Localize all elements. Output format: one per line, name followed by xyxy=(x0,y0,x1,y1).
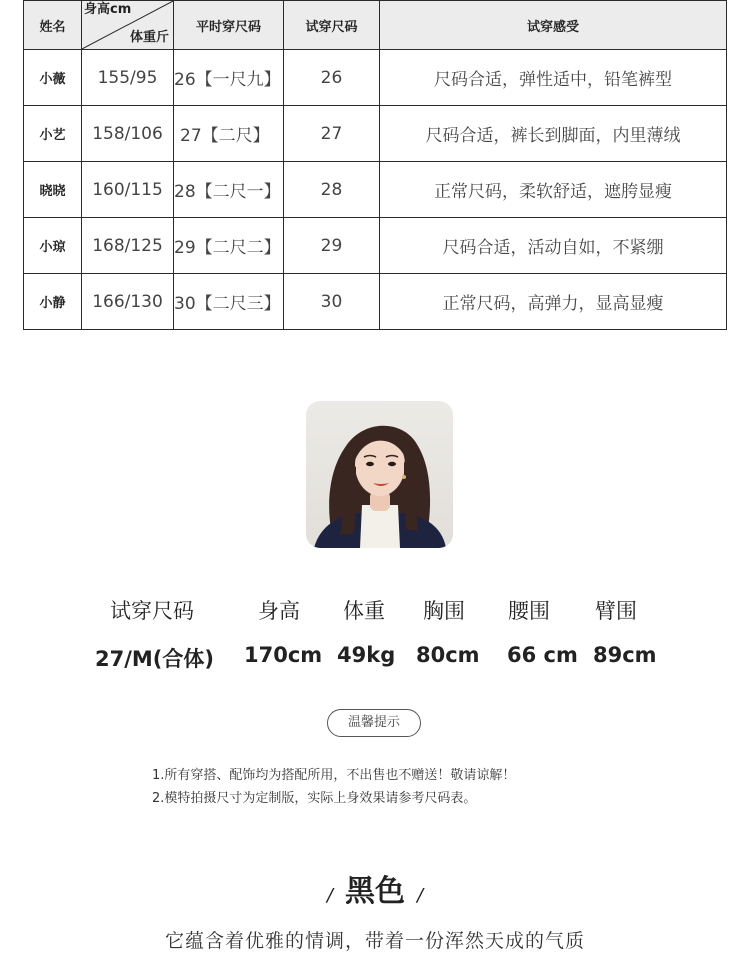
row-try-size: 26 xyxy=(284,50,380,106)
row-usual-size: 28【二尺一】 xyxy=(174,162,284,218)
label-arm: 臂围 xyxy=(595,599,637,623)
color-description: 它蕴含着优雅的情调，带着一份浑然天成的气质 xyxy=(164,930,585,952)
table-row xyxy=(24,50,727,106)
row-try-size: 29 xyxy=(284,218,380,274)
header-try-size: 试穿尺码 xyxy=(284,1,380,50)
header-height-weight xyxy=(82,1,174,50)
header-feeling: 试穿感受 xyxy=(380,1,727,50)
row-feeling: 正常尺码，高弹力，显高显瘦 xyxy=(380,274,727,330)
size-table xyxy=(23,0,727,330)
value-waist: 66 cm xyxy=(507,643,578,667)
row-feeling: 尺码合适，弹性适中，铅笔裤型 xyxy=(380,50,727,106)
tip-note: 2.模特拍摄尺寸为定制版，实际上身效果请参考尺码表。 xyxy=(152,791,477,806)
table-row xyxy=(24,218,727,274)
tip-badge: 温馨提示 xyxy=(327,709,421,737)
header-weight: 体重斤 xyxy=(129,30,169,45)
label-chest: 胸围 xyxy=(423,599,465,623)
table-row xyxy=(24,162,727,218)
row-height-weight: 168/125 xyxy=(82,218,174,274)
row-name: 小艺 xyxy=(24,106,82,162)
table-row xyxy=(24,274,727,330)
title-slash-left: / xyxy=(326,885,333,906)
value-weight: 49kg xyxy=(337,643,396,667)
row-usual-size: 27【二尺】 xyxy=(174,106,284,162)
value-height: 170cm xyxy=(244,643,323,667)
color-section-title xyxy=(0,866,750,910)
row-usual-size: 29【二尺二】 xyxy=(174,218,284,274)
label-waist: 腰围 xyxy=(508,599,550,623)
model-avatar xyxy=(306,401,453,548)
color-name: 黑色 xyxy=(345,874,405,909)
row-try-size: 30 xyxy=(284,274,380,330)
header-name: 姓名 xyxy=(24,1,82,50)
row-try-size: 28 xyxy=(284,162,380,218)
header-height: 身高cm xyxy=(84,2,132,17)
row-feeling: 尺码合适，裤长到脚面，内里薄绒 xyxy=(380,106,727,162)
row-name: 小琼 xyxy=(24,218,82,274)
model-portrait-image xyxy=(306,401,453,548)
header-usual-size: 平时穿尺码 xyxy=(174,1,284,50)
label-try-size: 试穿尺码 xyxy=(110,599,194,623)
table-row xyxy=(24,106,727,162)
row-usual-size: 26【一尺九】 xyxy=(174,50,284,106)
tip-note: 1.所有穿搭、配饰均为搭配所用，不出售也不赠送！敬请谅解！ xyxy=(152,768,516,783)
value-arm: 89cm xyxy=(593,643,657,667)
value-try-size: 27/M(合体) xyxy=(95,647,214,671)
row-name: 小薇 xyxy=(24,50,82,106)
row-feeling: 正常尺码，柔软舒适，遮胯显瘦 xyxy=(380,162,727,218)
row-usual-size: 30【二尺三】 xyxy=(174,274,284,330)
label-weight: 体重 xyxy=(343,599,385,623)
row-height-weight: 166/130 xyxy=(82,274,174,330)
row-feeling: 尺码合适，活动自如，不紧绷 xyxy=(380,218,727,274)
row-height-weight: 155/95 xyxy=(82,50,174,106)
title-slash-right: / xyxy=(417,885,424,906)
row-try-size: 27 xyxy=(284,106,380,162)
table-header-row xyxy=(24,1,727,50)
row-name: 晓晓 xyxy=(24,162,82,218)
row-name: 小静 xyxy=(24,274,82,330)
row-height-weight: 160/115 xyxy=(82,162,174,218)
value-chest: 80cm xyxy=(416,643,480,667)
row-height-weight: 158/106 xyxy=(82,106,174,162)
label-height: 身高 xyxy=(258,599,300,623)
